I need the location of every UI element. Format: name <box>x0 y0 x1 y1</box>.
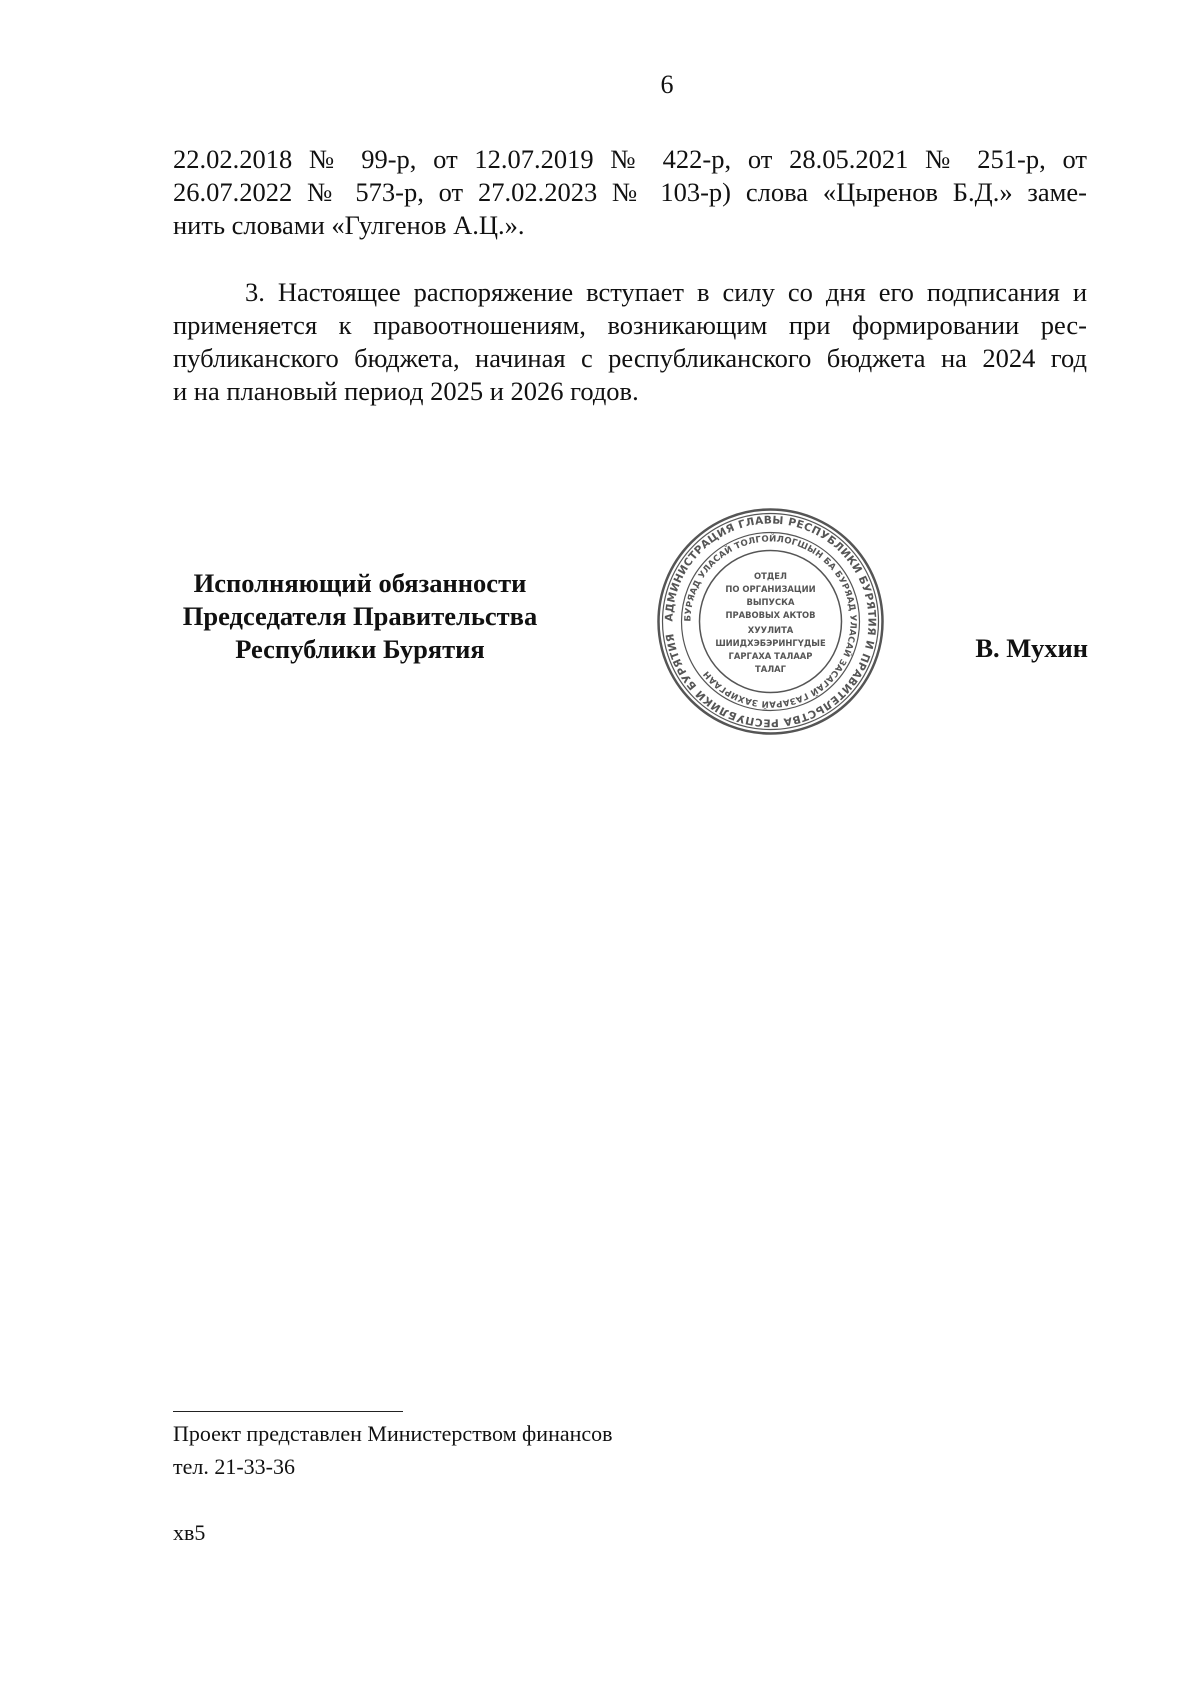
footnote <box>173 1417 613 1483</box>
seal-outer-text: АДМИНИСТРАЦИЯ ГЛАВЫ РЕСПУБЛИКИ БУРЯТИЯ И ПРАВИТЕЛЬСТВА РЕСПУБЛИКИ БУРЯТИЯ <box>663 514 878 729</box>
paragraph-line: 26.07.2022 № 573-р, от 27.02.2023 № 103-р) слова «Цыренов Б.Д.» заме- <box>173 177 1087 207</box>
signatory-position <box>160 567 560 666</box>
signatory-position-line: Республики Бурятия <box>235 634 485 664</box>
page-number: 6 <box>660 70 674 99</box>
seal-center-line: ПО ОРГАНИЗАЦИИ <box>725 584 816 594</box>
paragraph-line: 22.02.2018 № 99-р, от 12.07.2019 № 422-р, от 28.05.2021 № 251-р, от <box>173 144 1087 174</box>
paragraph-line: и на плановый период 2025 и 2026 годов. <box>173 376 639 406</box>
footnote-phone: тел. 21-33-36 <box>173 1454 296 1479</box>
seal-center-line: ПРАВОВЫХ АКТОВ <box>725 610 816 620</box>
paragraph-line: нить словами «Гулгенов А.Ц.». <box>173 210 525 240</box>
seal-center-line: ТАЛАГ <box>755 664 786 674</box>
signatory-name: В. Мухин <box>975 633 1088 663</box>
signatory-position-line: Исполняющий обязанности <box>193 568 527 598</box>
official-seal-icon <box>655 506 886 737</box>
footnote-submitted-by: Проект представлен Министерством финансов <box>173 1421 613 1446</box>
paragraph-amendment <box>173 143 1087 242</box>
paragraph-effective-date <box>173 276 1087 408</box>
paragraph-line: публиканского бюджета, начиная с республиканского бюджета на 2024 год <box>173 343 1087 373</box>
seal-center-line: ВЫПУСКА <box>746 597 795 607</box>
signatory-position-line: Председателя Правительства <box>182 601 538 631</box>
seal-center-line: ГАРГАХА ТАЛААР <box>728 651 813 661</box>
document-code: хв5 <box>173 1520 206 1545</box>
seal-center-line: ХУУЛИТА <box>747 625 794 635</box>
footnote-divider <box>173 1411 403 1412</box>
seal-inner-text: БУРЯАД УЛАСАЙ ТОЛГОЙЛОГШЫН БА БУРЯАД УЛАСАЙ ЗАСАГАЙ ГАЗАРАЙ ЗАХИРГААН <box>683 534 858 709</box>
seal-center-line: ШИИДХЭБЭРИНГҮДЫЕ <box>715 638 826 648</box>
seal-center-line: ОТДЕЛ <box>754 571 787 581</box>
paragraph-line: применяется к правоотношениям, возникающим при формировании рес- <box>173 310 1087 340</box>
paragraph-line: 3. Настоящее распоряжение вступает в силу со дня его подписания и <box>245 277 1087 307</box>
